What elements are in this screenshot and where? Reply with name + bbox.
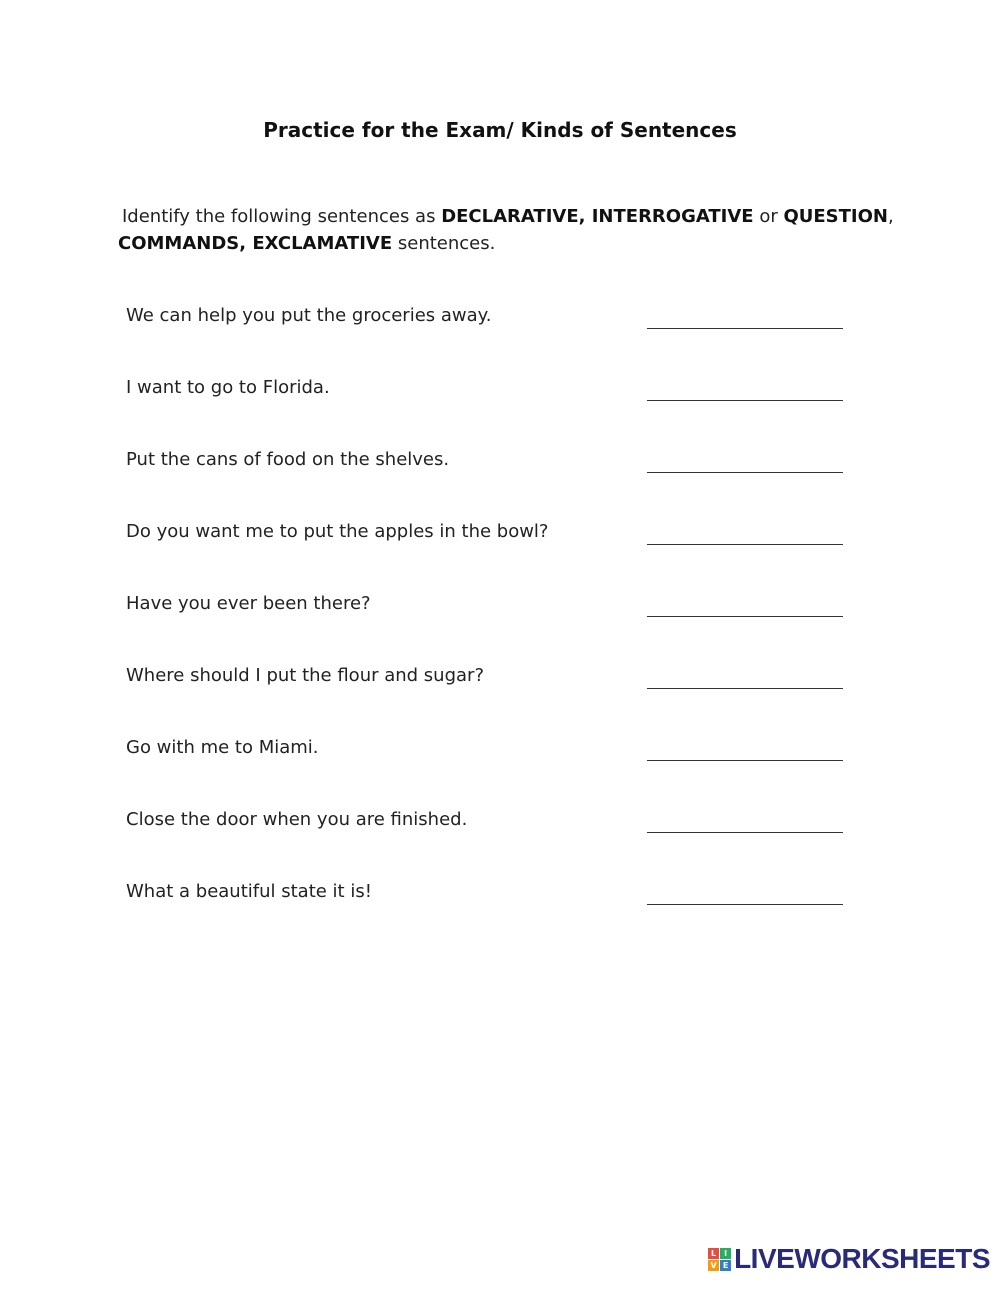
question-sentence: I want to go to Florida. — [126, 377, 330, 398]
brand-name: LIVEWORKSHEETS — [734, 1243, 990, 1274]
liveworksheets-logo-icon — [708, 1248, 731, 1271]
answer-blank-8[interactable] — [647, 832, 843, 833]
question-sentence: Have you ever been there? — [126, 593, 371, 614]
instructions-text-4: sentences. — [392, 233, 496, 254]
instructions-bold-2: QUESTION — [783, 206, 888, 227]
answer-blank-9[interactable] — [647, 904, 843, 905]
answer-blank-5[interactable] — [647, 616, 843, 617]
question-item-8 — [126, 806, 866, 878]
question-sentence: Where should I put the flour and sugar? — [126, 665, 485, 686]
instructions-text-1: Identify the following sentences as — [122, 206, 442, 227]
question-list — [126, 302, 866, 950]
answer-blank-1[interactable] — [647, 328, 843, 329]
logo-letter: E — [720, 1260, 731, 1271]
instructions-text-3: , — [888, 206, 894, 227]
instructions — [118, 203, 898, 257]
logo-letter: I — [720, 1248, 731, 1259]
logo-letter: V — [708, 1260, 719, 1271]
answer-blank-2[interactable] — [647, 400, 843, 401]
question-sentence: We can help you put the groceries away. — [126, 305, 492, 326]
instructions-text-2: or — [753, 206, 784, 227]
instructions-bold-3: COMMANDS, EXCLAMATIVE — [118, 233, 393, 254]
question-item-3 — [126, 446, 866, 518]
question-item-6 — [126, 662, 866, 734]
question-item-9 — [126, 878, 866, 950]
answer-blank-4[interactable] — [647, 544, 843, 545]
answer-blank-7[interactable] — [647, 760, 843, 761]
answer-blank-6[interactable] — [647, 688, 843, 689]
question-sentence: Go with me to Miami. — [126, 737, 319, 758]
question-sentence: Do you want me to put the apples in the bowl? — [126, 521, 549, 542]
question-sentence: Close the door when you are finished. — [126, 809, 468, 830]
answer-blank-3[interactable] — [647, 472, 843, 473]
question-item-5 — [126, 590, 866, 662]
page-title: Practice for the Exam/ Kinds of Sentences — [263, 118, 737, 142]
question-item-4 — [126, 518, 866, 590]
question-item-7 — [126, 734, 866, 806]
logo-letter: L — [708, 1248, 719, 1259]
instructions-bold-1: DECLARATIVE, INTERROGATIVE — [441, 206, 754, 227]
liveworksheets-brand — [708, 1243, 990, 1275]
question-sentence: Put the cans of food on the shelves. — [126, 449, 450, 470]
question-sentence: What a beautiful state it is! — [126, 881, 372, 902]
question-item-1 — [126, 302, 866, 374]
question-item-2 — [126, 374, 866, 446]
